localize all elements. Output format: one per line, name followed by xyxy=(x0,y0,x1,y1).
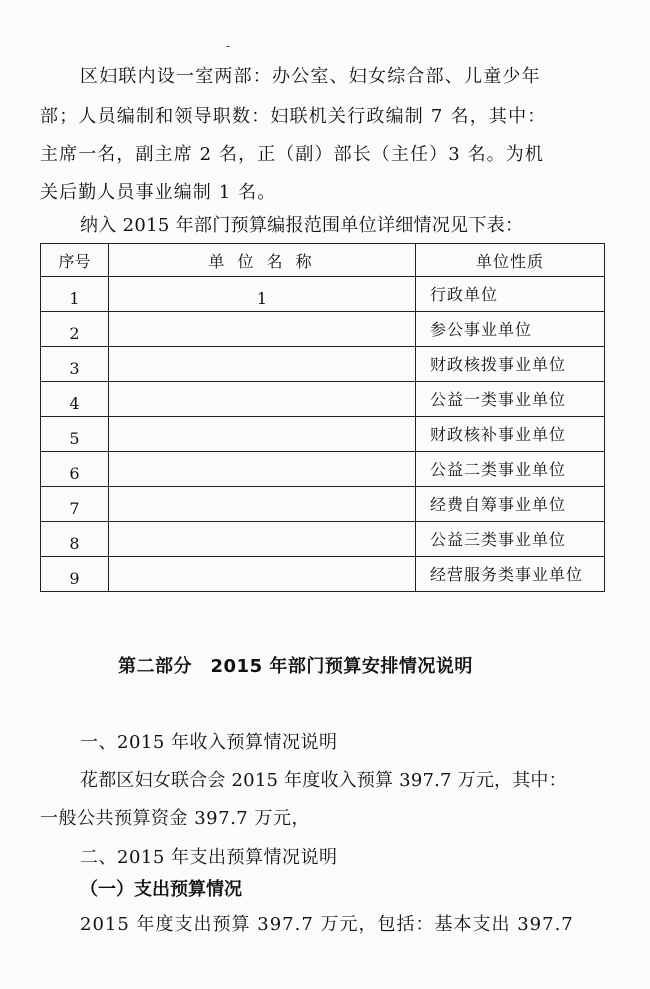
header-seq: 序号 xyxy=(41,244,109,277)
scan-mark: - xyxy=(226,39,231,53)
row-type: 公益三类事业单位 xyxy=(430,530,567,549)
table-row xyxy=(41,347,605,382)
row-seq: 5 xyxy=(69,429,80,448)
table-row xyxy=(41,382,605,417)
header-type: 单位性质 xyxy=(416,244,605,277)
intro-line-4: 关后勤人员事业编制 1 名。 xyxy=(40,182,277,203)
part2-heading: 第二部分 2015 年部门预算安排情况说明 xyxy=(118,656,473,677)
row-seq: 1 xyxy=(69,289,80,308)
row-name xyxy=(109,588,415,591)
row-seq: 9 xyxy=(69,569,80,588)
section2-title: 二、2015 年支出预算情况说明 xyxy=(80,847,338,868)
table-row xyxy=(41,487,605,522)
row-type: 经营服务类事业单位 xyxy=(430,565,584,584)
table-row xyxy=(41,277,605,312)
table-row xyxy=(41,452,605,487)
unit-table xyxy=(40,243,605,592)
intro-line-1: 区妇联内设一室两部：办公室、妇女综合部、儿童少年 xyxy=(80,66,541,87)
row-type: 参公事业单位 xyxy=(430,320,533,339)
row-seq: 3 xyxy=(69,359,80,378)
row-type: 行政单位 xyxy=(430,285,499,304)
subsection1-title: （一）支出预算情况 xyxy=(80,879,242,900)
row-name: 1 xyxy=(256,289,268,308)
row-type: 财政核补事业单位 xyxy=(430,425,567,444)
row-seq: 8 xyxy=(69,534,80,553)
table-row xyxy=(41,522,605,557)
header-name: 单 位 名 称 xyxy=(109,244,416,277)
table-row xyxy=(41,417,605,452)
table-caption: 纳入 2015 年部门预算编报范围单位详细情况见下表： xyxy=(80,215,524,236)
row-seq: 4 xyxy=(69,394,80,413)
row-type: 公益二类事业单位 xyxy=(430,460,567,479)
table-row xyxy=(41,312,605,347)
row-seq: 6 xyxy=(69,464,80,483)
row-type: 公益一类事业单位 xyxy=(430,390,567,409)
section1-line-2: 一般公共预算资金 397.7 万元， xyxy=(40,808,310,829)
row-seq: 2 xyxy=(69,324,80,343)
table-header-row xyxy=(41,244,605,277)
row-seq: 7 xyxy=(69,499,80,518)
row-type: 经费自筹事业单位 xyxy=(430,495,567,514)
table-row xyxy=(41,557,605,592)
section1-title: 一、2015 年收入预算情况说明 xyxy=(80,732,338,753)
intro-line-2: 部；人员编制和领导职数：妇联机关行政编制 7 名，其中： xyxy=(40,106,547,127)
subsection1-line-1: 2015 年度支出预算 397.7 万元，包括：基本支出 397.7 xyxy=(80,914,574,935)
row-type: 财政核拨事业单位 xyxy=(430,355,567,374)
section1-line-1: 花都区妇女联合会 2015 年度收入预算 397.7 万元，其中： xyxy=(80,770,567,791)
intro-line-3: 主席一名，副主席 2 名，正（副）部长（主任）3 名。为机 xyxy=(40,144,544,165)
